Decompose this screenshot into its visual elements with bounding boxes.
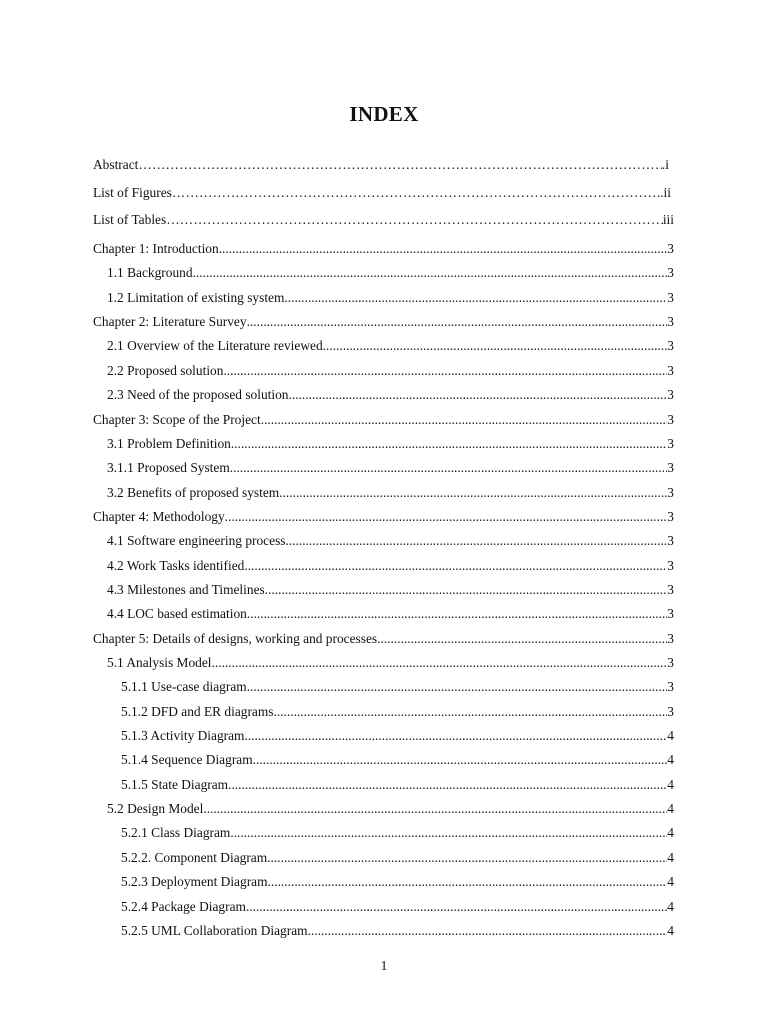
toc-entry (121, 923, 674, 939)
toc-entry-label: 1.1 Background (107, 265, 193, 281)
toc-entry-label: Abstract (93, 157, 139, 172)
toc-entry-page: 3 (667, 533, 674, 549)
dot-leader (247, 679, 668, 695)
toc-entry-page: 3 (667, 265, 674, 281)
toc-entry (107, 265, 674, 281)
dot-leader (253, 752, 668, 768)
dot-leader (377, 631, 667, 647)
toc-entry-page: 3 (667, 460, 674, 476)
toc-entry-page: 3 (667, 655, 674, 670)
toc-entry-page: 3 (667, 289, 674, 305)
toc-entry-label: 1.2 Limitation of existing system (107, 289, 285, 305)
dot-leader (166, 212, 663, 228)
toc-entry-label: List of Tables (93, 212, 167, 227)
toc-entry-label: 5.2.4 Package Diagram (121, 898, 246, 914)
dot-leader (203, 801, 667, 817)
toc-entry-label: 5.2.1 Class Diagram (121, 825, 231, 841)
toc-entry-label: 5.1.1 Use-case diagram (121, 679, 247, 695)
toc-entry (93, 241, 674, 257)
toc-entry (121, 899, 674, 915)
toc-entry-page: 4 (667, 922, 674, 938)
toc-entry-page: 4 (667, 801, 674, 817)
toc-entry-page: 3 (667, 484, 674, 500)
toc-entry-page: 3 (667, 241, 674, 256)
page-number: 1 (380, 958, 388, 973)
toc-entry-page: 3 (667, 508, 674, 524)
toc-entry-label: Chapter 2: Literature Survey (93, 314, 247, 330)
toc-entry-page: 3 (667, 606, 674, 622)
toc-entry (107, 558, 674, 574)
toc-entry-label: 2.1 Overview of the Literature reviewed (107, 338, 323, 354)
toc-entry (93, 412, 674, 428)
toc-entry (121, 679, 674, 695)
toc-entry-label: 5.1.2 DFD and ER diagrams (121, 703, 274, 719)
dot-leader (246, 899, 667, 915)
dot-leader (244, 728, 667, 744)
toc-entry (107, 533, 674, 549)
dot-leader (230, 825, 667, 841)
toc-entry (121, 704, 674, 720)
dot-leader (172, 185, 657, 201)
toc-entry-page: 4 (667, 898, 674, 914)
dot-leader (267, 850, 667, 866)
toc-entry-page: 4 (667, 776, 674, 792)
toc-entry-page: 3 (667, 557, 674, 573)
toc-entry-page: .i (661, 157, 669, 172)
toc-entry-page: 3 (667, 387, 674, 403)
toc-entry-page: 4 (667, 752, 674, 768)
toc-entry-label: 5.1 Analysis Model (107, 655, 212, 670)
toc-entry-label: 5.2.5 UML Collaboration Diagram (121, 922, 308, 938)
toc-entry-page: ..ii (656, 185, 671, 200)
toc-entry-label: Chapter 1: Introduction (93, 241, 219, 256)
dot-leader (261, 412, 668, 428)
toc-entry-list-of-tables (93, 212, 674, 228)
page-title: INDEX (349, 102, 419, 126)
toc-entry-label: 5.1.4 Sequence Diagram (121, 752, 253, 768)
dot-leader (247, 314, 668, 330)
dot-leader (193, 265, 668, 281)
toc-entry-label: Chapter 4: Methodology (93, 508, 225, 524)
toc-entry-label: 4.2 Work Tasks identified (107, 557, 245, 573)
toc-entry (107, 436, 674, 452)
toc-entry-page: 3 (667, 362, 674, 378)
toc-entry-label: 5.1.3 Activity Diagram (121, 728, 245, 743)
toc-entry-page: 4 (667, 728, 674, 743)
toc-entry (121, 850, 674, 866)
toc-entry-label: 5.2 Design Model (107, 801, 204, 817)
toc-entry (107, 801, 674, 817)
toc-entry-page: 3 (667, 679, 674, 695)
toc-entry (107, 363, 674, 379)
toc-entry-page: 3 (667, 338, 674, 354)
toc-entry-page: 3 (667, 435, 674, 451)
toc-entry (121, 777, 674, 793)
dot-leader (323, 338, 668, 354)
toc-entry (107, 290, 674, 306)
dot-leader (286, 533, 668, 549)
toc-entry (107, 655, 674, 671)
toc-entry-page: 3 (667, 581, 674, 597)
toc-entry-page: iii (662, 212, 674, 227)
toc-entry-label: 2.3 Need of the proposed solution (107, 387, 289, 403)
toc-entry (107, 582, 674, 598)
toc-entry (121, 874, 674, 890)
toc-entry-label: 3.2 Benefits of proposed system (107, 484, 280, 500)
dot-leader (268, 874, 668, 890)
toc-entry (107, 485, 674, 501)
toc-entry-label: 4.4 LOC based estimation (107, 606, 247, 622)
dot-leader (223, 363, 667, 379)
toc-entry-label: 3.1 Problem Definition (107, 435, 231, 451)
toc-entry-abstract (93, 157, 669, 173)
toc-entry-page: 3 (667, 314, 674, 330)
toc-entry-label: List of Figures (93, 185, 172, 200)
toc-entry (121, 728, 674, 744)
toc-entry (107, 606, 674, 622)
toc-entry-page: 4 (667, 874, 674, 890)
dot-leader (228, 777, 667, 793)
dot-leader (247, 606, 667, 622)
dot-leader (289, 387, 668, 403)
dot-leader (279, 485, 667, 501)
toc-entry-label: 5.2.2. Component Diagram (121, 849, 268, 865)
toc-entry (93, 631, 674, 647)
toc-entry-page: 4 (667, 825, 674, 841)
dot-leader (138, 157, 662, 173)
toc-entry (121, 825, 674, 841)
toc-entry-page: 4 (667, 849, 674, 865)
dot-leader (274, 704, 668, 720)
toc-entry (107, 460, 674, 476)
toc-entry (121, 752, 674, 768)
dot-leader (284, 290, 667, 306)
dot-leader (230, 460, 668, 476)
toc-entry-page: 3 (667, 411, 674, 427)
toc-entry-page: 3 (667, 630, 674, 646)
dot-leader (308, 923, 668, 939)
toc-entry-label: Chapter 5: Details of designs, working and processes (93, 630, 378, 646)
toc-entry (107, 387, 674, 403)
toc-entry-label: 5.1.5 State Diagram (121, 776, 229, 792)
toc-entry-label: 3.1.1 Proposed System (107, 460, 230, 476)
toc-entry (93, 509, 674, 525)
dot-leader (212, 655, 668, 671)
toc-entry (107, 338, 674, 354)
toc-entry-label: Chapter 3: Scope of the Project (93, 411, 261, 427)
dot-leader (244, 558, 667, 574)
dot-leader (225, 509, 668, 525)
toc-entry-list-of-figures (93, 185, 671, 201)
toc-entry-label: 4.1 Software engineering process (107, 533, 286, 549)
dot-leader (231, 436, 667, 452)
toc-entry-page: 3 (667, 703, 674, 719)
toc-entry (93, 314, 674, 330)
toc-entry-label: 4.3 Milestones and Timelines (107, 581, 265, 597)
toc-entry-label: 5.2.3 Deployment Diagram (121, 874, 268, 890)
dot-leader (219, 241, 668, 257)
toc-entry-label: 2.2 Proposed solution (107, 362, 224, 378)
dot-leader (265, 582, 668, 598)
